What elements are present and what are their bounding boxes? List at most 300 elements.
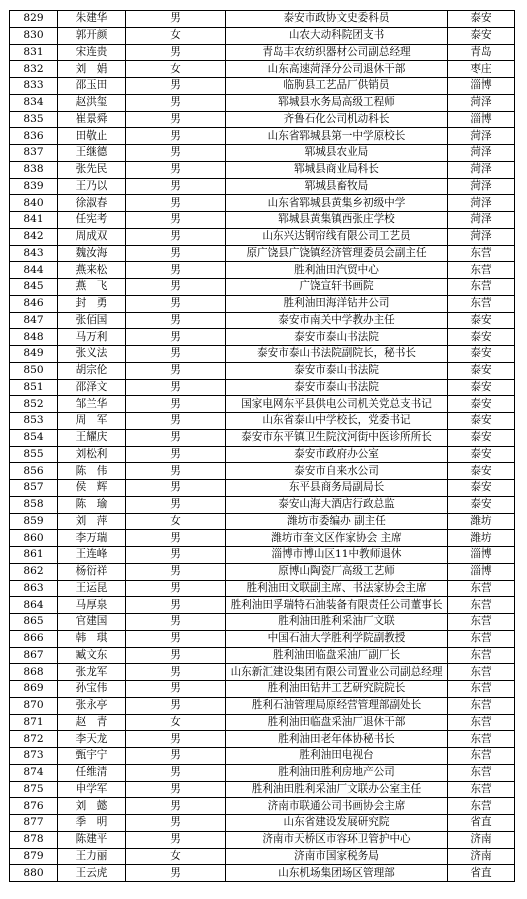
unit-cell: 山东省建设发展研究院 bbox=[226, 815, 448, 832]
gender-cell: 女 bbox=[126, 848, 226, 865]
table-row bbox=[10, 781, 515, 798]
gender-cell: 男 bbox=[126, 798, 226, 815]
name-cell: 王云虎 bbox=[58, 865, 126, 882]
name-cell: 燕 飞 bbox=[58, 279, 126, 296]
row-number-cell: 838 bbox=[10, 161, 58, 178]
table-row bbox=[10, 547, 515, 564]
unit-cell: 泰安市泰山书法院副院长，秘书长 bbox=[226, 346, 448, 363]
row-number-cell: 870 bbox=[10, 697, 58, 714]
city-cell: 东营 bbox=[448, 731, 515, 748]
gender-cell: 男 bbox=[126, 346, 226, 363]
gender-cell: 女 bbox=[126, 513, 226, 530]
row-number-cell: 832 bbox=[10, 61, 58, 78]
row-number-cell: 858 bbox=[10, 496, 58, 513]
name-cell: 赵洪玺 bbox=[58, 94, 126, 111]
name-cell: 邹兰华 bbox=[58, 396, 126, 413]
unit-cell: 胜利油田胜利采油厂文联 bbox=[226, 614, 448, 631]
row-number-cell: 877 bbox=[10, 815, 58, 832]
name-cell: 刘 萍 bbox=[58, 513, 126, 530]
unit-cell: 泰安市泰山书法院 bbox=[226, 329, 448, 346]
name-cell: 王继德 bbox=[58, 145, 126, 162]
name-cell: 张义法 bbox=[58, 346, 126, 363]
city-cell: 东营 bbox=[448, 664, 515, 681]
gender-cell: 男 bbox=[126, 530, 226, 547]
city-cell: 东营 bbox=[448, 764, 515, 781]
gender-cell: 男 bbox=[126, 362, 226, 379]
table-row bbox=[10, 848, 515, 865]
table-row bbox=[10, 145, 515, 162]
unit-cell: 济南市国家税务局 bbox=[226, 848, 448, 865]
name-cell: 王连峰 bbox=[58, 547, 126, 564]
city-cell: 东营 bbox=[448, 614, 515, 631]
unit-cell: 山东省郓城县第一中学原校长 bbox=[226, 128, 448, 145]
row-number-cell: 876 bbox=[10, 798, 58, 815]
row-number-cell: 867 bbox=[10, 647, 58, 664]
city-cell: 菏泽 bbox=[448, 228, 515, 245]
table-row bbox=[10, 496, 515, 513]
city-cell: 省直 bbox=[448, 865, 515, 882]
unit-cell: 广饶宣轩书画院 bbox=[226, 279, 448, 296]
gender-cell: 男 bbox=[126, 329, 226, 346]
city-cell: 潍坊 bbox=[448, 530, 515, 547]
table-row bbox=[10, 346, 515, 363]
table-row bbox=[10, 161, 515, 178]
name-cell: 季 明 bbox=[58, 815, 126, 832]
table-row bbox=[10, 513, 515, 530]
city-cell: 东营 bbox=[448, 714, 515, 731]
table-row bbox=[10, 262, 515, 279]
name-cell: 臧文东 bbox=[58, 647, 126, 664]
unit-cell: 原广饶县广饶镇经济管理委员会副主任 bbox=[226, 245, 448, 262]
gender-cell: 男 bbox=[126, 78, 226, 95]
gender-cell: 男 bbox=[126, 764, 226, 781]
row-number-cell: 857 bbox=[10, 480, 58, 497]
gender-cell: 男 bbox=[126, 111, 226, 128]
gender-cell: 男 bbox=[126, 262, 226, 279]
unit-cell: 泰安市政协文史委科员 bbox=[226, 11, 448, 28]
table-row bbox=[10, 94, 515, 111]
table-row bbox=[10, 312, 515, 329]
gender-cell: 男 bbox=[126, 145, 226, 162]
name-cell: 陈 伟 bbox=[58, 463, 126, 480]
unit-cell: 国家电网东平县供电公司机关党总支书记 bbox=[226, 396, 448, 413]
name-cell: 燕来松 bbox=[58, 262, 126, 279]
city-cell: 东营 bbox=[448, 279, 515, 296]
row-number-cell: 878 bbox=[10, 831, 58, 848]
name-cell: 邵泽文 bbox=[58, 379, 126, 396]
name-cell: 王耀庆 bbox=[58, 429, 126, 446]
city-cell: 淄博 bbox=[448, 111, 515, 128]
name-cell: 陈建平 bbox=[58, 831, 126, 848]
row-number-cell: 844 bbox=[10, 262, 58, 279]
gender-cell: 男 bbox=[126, 781, 226, 798]
city-cell: 济南 bbox=[448, 831, 515, 848]
row-number-cell: 862 bbox=[10, 563, 58, 580]
name-cell: 郭开颜 bbox=[58, 27, 126, 44]
name-cell: 崔景舜 bbox=[58, 111, 126, 128]
unit-cell: 山东省郓城县黄集乡初级中学 bbox=[226, 195, 448, 212]
name-cell: 李万瑞 bbox=[58, 530, 126, 547]
gender-cell: 男 bbox=[126, 429, 226, 446]
row-number-cell: 869 bbox=[10, 681, 58, 698]
gender-cell: 男 bbox=[126, 11, 226, 28]
table-row bbox=[10, 714, 515, 731]
row-number-cell: 872 bbox=[10, 731, 58, 748]
row-number-cell: 861 bbox=[10, 547, 58, 564]
unit-cell: 胜利油田文联副主席、书法家协会主席 bbox=[226, 580, 448, 597]
gender-cell: 男 bbox=[126, 681, 226, 698]
name-cell: 张龙军 bbox=[58, 664, 126, 681]
row-number-cell: 864 bbox=[10, 597, 58, 614]
roster-body bbox=[10, 11, 515, 882]
gender-cell: 男 bbox=[126, 128, 226, 145]
table-row bbox=[10, 731, 515, 748]
name-cell: 任维清 bbox=[58, 764, 126, 781]
table-row bbox=[10, 27, 515, 44]
table-row bbox=[10, 78, 515, 95]
table-row bbox=[10, 111, 515, 128]
unit-cell: 山东高速菏泽分公司退休干部 bbox=[226, 61, 448, 78]
city-cell: 菏泽 bbox=[448, 128, 515, 145]
unit-cell: 泰安市政府办公室 bbox=[226, 446, 448, 463]
unit-cell: 山东新汇建设集团有限公司置业公司副总经理 bbox=[226, 664, 448, 681]
row-number-cell: 879 bbox=[10, 848, 58, 865]
gender-cell: 男 bbox=[126, 212, 226, 229]
table-row bbox=[10, 597, 515, 614]
name-cell: 王乃以 bbox=[58, 178, 126, 195]
unit-cell: 郓城县水务局高级工程师 bbox=[226, 94, 448, 111]
gender-cell: 男 bbox=[126, 647, 226, 664]
row-number-cell: 836 bbox=[10, 128, 58, 145]
table-row bbox=[10, 279, 515, 296]
gender-cell: 男 bbox=[126, 831, 226, 848]
unit-cell: 胜利油田汽贸中心 bbox=[226, 262, 448, 279]
city-cell: 泰安 bbox=[448, 496, 515, 513]
gender-cell: 男 bbox=[126, 630, 226, 647]
row-number-cell: 848 bbox=[10, 329, 58, 346]
gender-cell: 男 bbox=[126, 295, 226, 312]
gender-cell: 男 bbox=[126, 279, 226, 296]
unit-cell: 中国石油大学胜利学院副教授 bbox=[226, 630, 448, 647]
gender-cell: 男 bbox=[126, 580, 226, 597]
name-cell: 田敬止 bbox=[58, 128, 126, 145]
city-cell: 潍坊 bbox=[448, 513, 515, 530]
name-cell: 申学军 bbox=[58, 781, 126, 798]
name-cell: 张先民 bbox=[58, 161, 126, 178]
name-cell: 刘 娟 bbox=[58, 61, 126, 78]
row-number-cell: 830 bbox=[10, 27, 58, 44]
unit-cell: 胜利油田临盘采油厂退休干部 bbox=[226, 714, 448, 731]
gender-cell: 男 bbox=[126, 463, 226, 480]
table-row bbox=[10, 61, 515, 78]
unit-cell: 临朐县工艺品厂供销员 bbox=[226, 78, 448, 95]
table-row bbox=[10, 831, 515, 848]
row-number-cell: 875 bbox=[10, 781, 58, 798]
unit-cell: 山东省泰山中学校长，党委书记 bbox=[226, 413, 448, 430]
name-cell: 孙宝伟 bbox=[58, 681, 126, 698]
city-cell: 东营 bbox=[448, 647, 515, 664]
gender-cell: 女 bbox=[126, 61, 226, 78]
unit-cell: 潍坊市委编办 副主任 bbox=[226, 513, 448, 530]
name-cell: 周 军 bbox=[58, 413, 126, 430]
table-row bbox=[10, 329, 515, 346]
city-cell: 泰安 bbox=[448, 429, 515, 446]
name-cell: 李天龙 bbox=[58, 731, 126, 748]
table-row bbox=[10, 429, 515, 446]
row-number-cell: 846 bbox=[10, 295, 58, 312]
table-row bbox=[10, 748, 515, 765]
city-cell: 省直 bbox=[448, 815, 515, 832]
row-number-cell: 865 bbox=[10, 614, 58, 631]
city-cell: 泰安 bbox=[448, 27, 515, 44]
table-row bbox=[10, 764, 515, 781]
name-cell: 徐淑春 bbox=[58, 195, 126, 212]
gender-cell: 男 bbox=[126, 228, 226, 245]
name-cell: 周成双 bbox=[58, 228, 126, 245]
unit-cell: 胜利油田胜利采油厂文联办公室主任 bbox=[226, 781, 448, 798]
name-cell: 王运昆 bbox=[58, 580, 126, 597]
unit-cell: 泰安山海大酒店行政总监 bbox=[226, 496, 448, 513]
unit-cell: 济南市天桥区市容环卫管护中心 bbox=[226, 831, 448, 848]
table-row bbox=[10, 865, 515, 882]
table-row bbox=[10, 446, 515, 463]
name-cell: 封 勇 bbox=[58, 295, 126, 312]
row-number-cell: 849 bbox=[10, 346, 58, 363]
roster-table bbox=[9, 10, 515, 882]
city-cell: 泰安 bbox=[448, 480, 515, 497]
unit-cell: 济南市联通公司书画协会主席 bbox=[226, 798, 448, 815]
city-cell: 淄博 bbox=[448, 547, 515, 564]
table-row bbox=[10, 463, 515, 480]
name-cell: 马厚泉 bbox=[58, 597, 126, 614]
table-row bbox=[10, 647, 515, 664]
city-cell: 东营 bbox=[448, 630, 515, 647]
name-cell: 王力丽 bbox=[58, 848, 126, 865]
unit-cell: 泰安市泰山书法院 bbox=[226, 379, 448, 396]
table-row bbox=[10, 815, 515, 832]
row-number-cell: 851 bbox=[10, 379, 58, 396]
city-cell: 淄博 bbox=[448, 78, 515, 95]
unit-cell: 郓城县黄集镇西张庄学校 bbox=[226, 212, 448, 229]
table-row bbox=[10, 178, 515, 195]
city-cell: 东营 bbox=[448, 798, 515, 815]
name-cell: 官建国 bbox=[58, 614, 126, 631]
name-cell: 刘 懿 bbox=[58, 798, 126, 815]
gender-cell: 女 bbox=[126, 714, 226, 731]
name-cell: 马万利 bbox=[58, 329, 126, 346]
unit-cell: 胜利油田孚瑞特石油装备有限责任公司董事长 bbox=[226, 597, 448, 614]
city-cell: 菏泽 bbox=[448, 161, 515, 178]
gender-cell: 男 bbox=[126, 496, 226, 513]
table-row bbox=[10, 245, 515, 262]
row-number-cell: 859 bbox=[10, 513, 58, 530]
row-number-cell: 834 bbox=[10, 94, 58, 111]
city-cell: 泰安 bbox=[448, 362, 515, 379]
name-cell: 甄宇宁 bbox=[58, 748, 126, 765]
table-row bbox=[10, 664, 515, 681]
unit-cell: 胜利油田电视台 bbox=[226, 748, 448, 765]
row-number-cell: 868 bbox=[10, 664, 58, 681]
gender-cell: 男 bbox=[126, 865, 226, 882]
unit-cell: 泰安市泰山书法院 bbox=[226, 362, 448, 379]
gender-cell: 男 bbox=[126, 480, 226, 497]
city-cell: 菏泽 bbox=[448, 212, 515, 229]
row-number-cell: 833 bbox=[10, 78, 58, 95]
city-cell: 菏泽 bbox=[448, 94, 515, 111]
row-number-cell: 829 bbox=[10, 11, 58, 28]
table-row bbox=[10, 228, 515, 245]
row-number-cell: 866 bbox=[10, 630, 58, 647]
unit-cell: 原博山陶瓷厂高级工艺师 bbox=[226, 563, 448, 580]
name-cell: 魏汝海 bbox=[58, 245, 126, 262]
unit-cell: 胜利油田海洋钻井公司 bbox=[226, 295, 448, 312]
city-cell: 东营 bbox=[448, 597, 515, 614]
unit-cell: 胜利油田临盘采油厂副厂长 bbox=[226, 647, 448, 664]
city-cell: 淄博 bbox=[448, 563, 515, 580]
city-cell: 东营 bbox=[448, 245, 515, 262]
table-row bbox=[10, 563, 515, 580]
row-number-cell: 850 bbox=[10, 362, 58, 379]
row-number-cell: 845 bbox=[10, 279, 58, 296]
gender-cell: 男 bbox=[126, 748, 226, 765]
city-cell: 泰安 bbox=[448, 446, 515, 463]
gender-cell: 男 bbox=[126, 614, 226, 631]
row-number-cell: 835 bbox=[10, 111, 58, 128]
row-number-cell: 863 bbox=[10, 580, 58, 597]
gender-cell: 男 bbox=[126, 245, 226, 262]
row-number-cell: 837 bbox=[10, 145, 58, 162]
row-number-cell: 860 bbox=[10, 530, 58, 547]
table-row bbox=[10, 530, 515, 547]
gender-cell: 男 bbox=[126, 413, 226, 430]
gender-cell: 男 bbox=[126, 195, 226, 212]
row-number-cell: 847 bbox=[10, 312, 58, 329]
city-cell: 菏泽 bbox=[448, 195, 515, 212]
unit-cell: 胜利石油管理局原经营管理部副处长 bbox=[226, 697, 448, 714]
name-cell: 陈 瑜 bbox=[58, 496, 126, 513]
row-number-cell: 880 bbox=[10, 865, 58, 882]
table-row bbox=[10, 396, 515, 413]
table-row bbox=[10, 295, 515, 312]
row-number-cell: 853 bbox=[10, 413, 58, 430]
row-number-cell: 856 bbox=[10, 463, 58, 480]
row-number-cell: 873 bbox=[10, 748, 58, 765]
row-number-cell: 871 bbox=[10, 714, 58, 731]
gender-cell: 男 bbox=[126, 563, 226, 580]
unit-cell: 泰安市东平镇卫生院汶河街中医诊所所长 bbox=[226, 429, 448, 446]
name-cell: 张永亭 bbox=[58, 697, 126, 714]
table-row bbox=[10, 798, 515, 815]
row-number-cell: 843 bbox=[10, 245, 58, 262]
row-number-cell: 840 bbox=[10, 195, 58, 212]
gender-cell: 男 bbox=[126, 664, 226, 681]
unit-cell: 胜利油田钻井工艺研究院院长 bbox=[226, 681, 448, 698]
row-number-cell: 839 bbox=[10, 178, 58, 195]
unit-cell: 潍坊市奎文区作家协会 主席 bbox=[226, 530, 448, 547]
row-number-cell: 854 bbox=[10, 429, 58, 446]
city-cell: 菏泽 bbox=[448, 145, 515, 162]
unit-cell: 泰安市自来水公司 bbox=[226, 463, 448, 480]
table-row bbox=[10, 128, 515, 145]
table-row bbox=[10, 195, 515, 212]
unit-cell: 泰安市南关中学教办主任 bbox=[226, 312, 448, 329]
name-cell: 宋连贵 bbox=[58, 44, 126, 61]
gender-cell: 男 bbox=[126, 446, 226, 463]
name-cell: 侯 辉 bbox=[58, 480, 126, 497]
city-cell: 东营 bbox=[448, 748, 515, 765]
city-cell: 东营 bbox=[448, 681, 515, 698]
name-cell: 韩 琪 bbox=[58, 630, 126, 647]
city-cell: 泰安 bbox=[448, 312, 515, 329]
unit-cell: 郓城县畜牧局 bbox=[226, 178, 448, 195]
name-cell: 任宪考 bbox=[58, 212, 126, 229]
city-cell: 泰安 bbox=[448, 379, 515, 396]
table-row bbox=[10, 212, 515, 229]
gender-cell: 女 bbox=[126, 27, 226, 44]
city-cell: 菏泽 bbox=[448, 178, 515, 195]
table-row bbox=[10, 379, 515, 396]
city-cell: 东营 bbox=[448, 781, 515, 798]
table-row bbox=[10, 11, 515, 28]
unit-cell: 山东机场集团场区管理部 bbox=[226, 865, 448, 882]
row-number-cell: 852 bbox=[10, 396, 58, 413]
row-number-cell: 841 bbox=[10, 212, 58, 229]
table-row bbox=[10, 697, 515, 714]
row-number-cell: 842 bbox=[10, 228, 58, 245]
gender-cell: 男 bbox=[126, 44, 226, 61]
unit-cell: 青岛丰农纺织器材公司副总经理 bbox=[226, 44, 448, 61]
city-cell: 东营 bbox=[448, 580, 515, 597]
gender-cell: 男 bbox=[126, 815, 226, 832]
unit-cell: 东平县商务局副局长 bbox=[226, 480, 448, 497]
city-cell: 东营 bbox=[448, 697, 515, 714]
unit-cell: 郓城县商业局科长 bbox=[226, 161, 448, 178]
gender-cell: 男 bbox=[126, 731, 226, 748]
city-cell: 青岛 bbox=[448, 44, 515, 61]
row-number-cell: 855 bbox=[10, 446, 58, 463]
city-cell: 东营 bbox=[448, 262, 515, 279]
name-cell: 胡宗伦 bbox=[58, 362, 126, 379]
name-cell: 杨衍祥 bbox=[58, 563, 126, 580]
table-row bbox=[10, 681, 515, 698]
unit-cell: 胜利油田老年体协秘书长 bbox=[226, 731, 448, 748]
name-cell: 邵玉田 bbox=[58, 78, 126, 95]
table-row bbox=[10, 362, 515, 379]
table-row bbox=[10, 44, 515, 61]
gender-cell: 男 bbox=[126, 697, 226, 714]
unit-cell: 齐鲁石化公司机动科长 bbox=[226, 111, 448, 128]
gender-cell: 男 bbox=[126, 312, 226, 329]
gender-cell: 男 bbox=[126, 178, 226, 195]
table-row bbox=[10, 614, 515, 631]
city-cell: 枣庄 bbox=[448, 61, 515, 78]
gender-cell: 男 bbox=[126, 161, 226, 178]
city-cell: 东营 bbox=[448, 295, 515, 312]
gender-cell: 男 bbox=[126, 597, 226, 614]
gender-cell: 男 bbox=[126, 94, 226, 111]
unit-cell: 山农大动科院团支书 bbox=[226, 27, 448, 44]
table-row bbox=[10, 480, 515, 497]
row-number-cell: 831 bbox=[10, 44, 58, 61]
city-cell: 泰安 bbox=[448, 329, 515, 346]
gender-cell: 男 bbox=[126, 379, 226, 396]
table-row bbox=[10, 630, 515, 647]
name-cell: 刘松利 bbox=[58, 446, 126, 463]
row-number-cell: 874 bbox=[10, 764, 58, 781]
name-cell: 赵 青 bbox=[58, 714, 126, 731]
unit-cell: 胜利油田胜利房地产公司 bbox=[226, 764, 448, 781]
name-cell: 朱建华 bbox=[58, 11, 126, 28]
